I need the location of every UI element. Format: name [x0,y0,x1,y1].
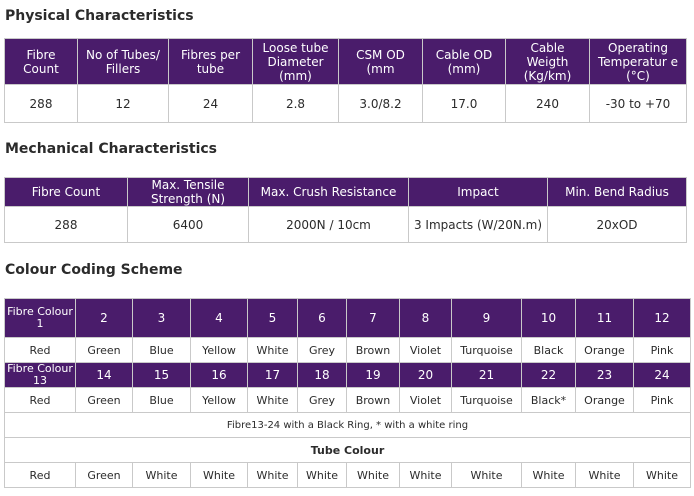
table-cell: Blue [133,338,191,363]
physical-table [4,38,687,123]
header-cell: Fibre Colour 13 [5,363,76,388]
table-cell: 17.0 [423,85,506,123]
colour-table [4,298,691,488]
header-cell: No of Tubes/ Fillers [78,39,169,85]
table-cell: White [248,463,298,488]
header-cell: 6 [298,299,347,338]
table-cell: Turquoise [452,388,522,413]
table-row [5,207,687,243]
header-cell: 3 [133,299,191,338]
table-cell: 2.8 [253,85,339,123]
mechanical-table [4,177,687,243]
table-cell: Brown [347,388,400,413]
header-cell: 11 [576,299,634,338]
table-cell: White [400,463,452,488]
header-cell: Operating Temperatur e (°C) [590,39,687,85]
table-cell: Yellow [191,388,248,413]
table-cell: 2000N / 10cm [249,207,409,243]
table-cell: Red [5,338,76,363]
mechanical-title: Mechanical Characteristics [5,141,218,157]
header-cell: Max. Crush Resistance [249,178,409,207]
table-cell: Yellow [191,338,248,363]
table-cell: 24 [169,85,253,123]
header-cell: Max. Tensile Strength (N) [128,178,249,207]
header-cell: CSM OD (mm [339,39,423,85]
table-cell: Pink [634,388,691,413]
header-cell: 9 [452,299,522,338]
table-cell: White [452,463,522,488]
table-cell: Turquoise [452,338,522,363]
table-cell: Pink [634,338,691,363]
header-cell: 5 [248,299,298,338]
table-cell: White [133,463,191,488]
table-row [5,338,691,363]
table-cell: White [248,388,298,413]
header-cell: 15 [133,363,191,388]
header-cell: 8 [400,299,452,338]
table-cell: Green [76,463,133,488]
header-cell: Cable Weigth (Kg/km) [506,39,590,85]
table-cell: Grey [298,388,347,413]
header-cell: 10 [522,299,576,338]
table-cell: White [191,463,248,488]
table-cell: 3.0/8.2 [339,85,423,123]
header-cell: Impact [409,178,548,207]
header-cell: 2 [76,299,133,338]
header-cell: Fibres per tube [169,39,253,85]
table-cell: -30 to +70 [590,85,687,123]
colour-header-row-2 [5,363,691,388]
header-cell: 24 [634,363,691,388]
table-cell: White [634,463,691,488]
header-cell: Fibre Count [5,178,128,207]
table-cell: Green [76,388,133,413]
table-cell: White [347,463,400,488]
header-cell: Loose tube Diameter (mm) [253,39,339,85]
table-cell: Red [5,463,76,488]
note-row [5,413,691,438]
header-cell: 23 [576,363,634,388]
colour-header-row-1 [5,299,691,338]
physical-header-row [5,39,687,85]
table-cell: White [576,463,634,488]
table-cell: Black* [522,388,576,413]
tube-colour-title: Tube Colour [5,438,691,463]
table-cell: White [248,338,298,363]
table-cell: 20xOD [548,207,687,243]
header-cell: 7 [347,299,400,338]
table-row [5,463,691,488]
table-cell: 288 [5,85,78,123]
table-row [5,85,687,123]
header-cell: Fibre Count [5,39,78,85]
table-cell: Violet [400,338,452,363]
table-row [5,388,691,413]
tube-title-row [5,438,691,463]
table-cell: Orange [576,388,634,413]
table-cell: 12 [78,85,169,123]
header-cell: 18 [298,363,347,388]
header-cell: 4 [191,299,248,338]
table-cell: Red [5,388,76,413]
header-cell: 20 [400,363,452,388]
table-cell: 240 [506,85,590,123]
table-cell: 6400 [128,207,249,243]
table-cell: Black [522,338,576,363]
table-cell: Grey [298,338,347,363]
header-cell: 14 [76,363,133,388]
table-cell: 288 [5,207,128,243]
header-cell: Fibre Colour 1 [5,299,76,338]
physical-title: Physical Characteristics [5,8,194,24]
header-cell: 17 [248,363,298,388]
table-cell: White [298,463,347,488]
mechanical-header-row [5,178,687,207]
header-cell: Cable OD (mm) [423,39,506,85]
table-cell: Green [76,338,133,363]
table-cell: White [522,463,576,488]
header-cell: 22 [522,363,576,388]
ring-note: Fibre13-24 with a Black Ring, * with a white ring [5,413,691,438]
colour-title: Colour Coding Scheme [5,262,183,278]
header-cell: Min. Bend Radius [548,178,687,207]
table-cell: Brown [347,338,400,363]
table-cell: Orange [576,338,634,363]
header-cell: 16 [191,363,248,388]
table-cell: 3 Impacts (W/20N.m) [409,207,548,243]
header-cell: 19 [347,363,400,388]
table-cell: Blue [133,388,191,413]
table-cell: Violet [400,388,452,413]
header-cell: 12 [634,299,691,338]
header-cell: 21 [452,363,522,388]
